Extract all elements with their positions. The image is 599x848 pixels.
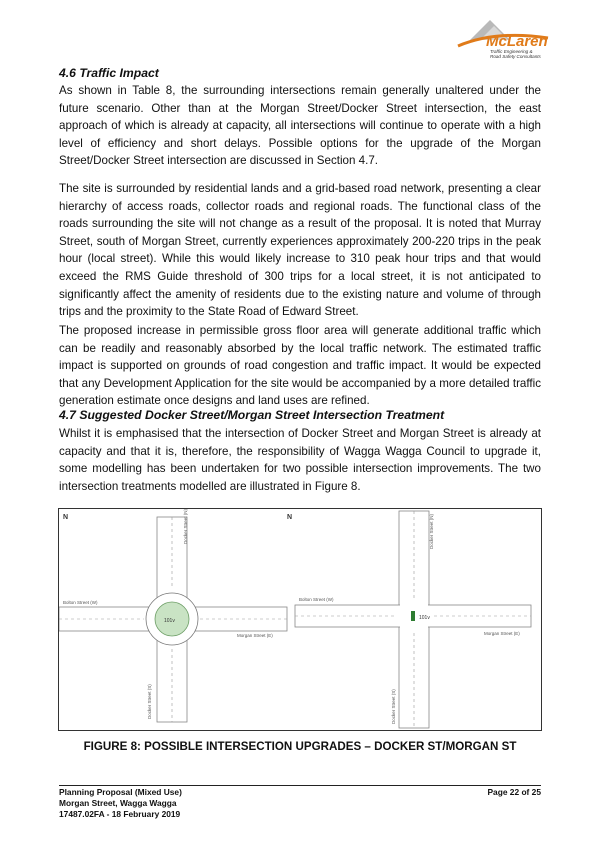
- paragraph-4: Whilst it is emphasised that the intersection of Docker Street and Morgan Street is already at capacity and that it is, therefore, the responsibility of Wagga Wagga Council to upgrade it, some modelling has been undertaken for two possible intersection improvements. The two intersection treatments modelled are illustrated in Figure 8.: [59, 427, 541, 493]
- svg-text:Morgan Street (E): Morgan Street (E): [237, 633, 273, 638]
- north-arrow-right: N: [287, 514, 293, 521]
- footer-info: [59, 787, 182, 820]
- svg-text:Bolton Street (W): Bolton Street (W): [299, 597, 334, 602]
- signalised-diagram: [287, 511, 531, 728]
- company-logo: [456, 16, 550, 60]
- svg-text:Bolton Street (W): Bolton Street (W): [63, 600, 98, 605]
- north-arrow-left: N: [63, 514, 69, 521]
- svg-text:Docker Street (S): Docker Street (S): [147, 684, 152, 719]
- footer-reference: 17487.02FA - 18 February 2019: [59, 809, 181, 819]
- figure-caption: FIGURE 8: POSSIBLE INTERSECTION UPGRADES – DOCKER ST/MORGAN ST: [83, 740, 517, 753]
- roundabout-diagram: [59, 509, 287, 722]
- footer-location: Morgan Street, Wagga Wagga: [59, 798, 177, 808]
- paragraph-2: The site is surrounded by residential lands and a grid-based road network, presenting a clear hierarchy of access roads, collector roads and regional roads. The functional class of the roads surrounding the site will not change as a result of the proposal. It is noted that Murray Street, south of Morgan Street, currently experiences approximately 200-220 trips in the peak hour (local street). While this would likely increase to 310 peak hour trips and that would exceed the RMS Guide threshold of 300 trips for a local street, it is not anticipated to significantly affect the amenity of residents due to the existing nature and volume of through trips and the proximity to the State Road of Edward Street.: [59, 182, 541, 319]
- paragraph-1: As shown in Table 8, the surrounding intersections remain generally unaltered under the future scenario. Other than at the Morgan Street/Docker Street intersection, the east approach of which is already at capacity, all intersections will continue to operate with a high level of efficiency and short delays. Possible options for the upgrade of the Morgan Street/Docker Street intersection are discussed in Section 4.7.: [59, 84, 541, 168]
- footer-title: Planning Proposal (Mixed Use): [59, 787, 182, 797]
- svg-text:101v: 101v: [164, 618, 175, 624]
- intersection-figure: [58, 508, 542, 731]
- footer-divider: [59, 785, 541, 786]
- section-heading-4-7: 4.7 Suggested Docker Street/Morgan Street Intersection Treatment: [59, 408, 445, 422]
- page-number: Page 22 of 25: [487, 787, 541, 797]
- intersection-diagrams: [59, 509, 541, 730]
- section-heading-4-6: 4.6 Traffic Impact: [59, 66, 159, 80]
- logo-text: McLaren: [486, 33, 548, 50]
- svg-text:Docker Street (N): Docker Street (N): [183, 509, 188, 544]
- svg-text:Traffic Engineering &: Traffic Engineering &: [490, 49, 533, 54]
- svg-text:Docker Street (S): Docker Street (S): [391, 689, 396, 724]
- svg-text:Road Safety Consultants: Road Safety Consultants: [490, 54, 541, 59]
- svg-text:101v: 101v: [419, 615, 430, 621]
- svg-text:Morgan Street (E): Morgan Street (E): [484, 631, 520, 636]
- paragraph-3: The proposed increase in permissible gross floor area will generate additional traffic which can be readily and reasonably absorbed by the local traffic network. The estimated traffic impact is supported on grounds of road congestion and traffic impact. It would be expected that any Development Application for the site would be accompanied by a more detailed traffic generation estimate once designs and land uses are refined.: [59, 324, 541, 408]
- svg-text:Docker Street (N): Docker Street (N): [429, 513, 434, 549]
